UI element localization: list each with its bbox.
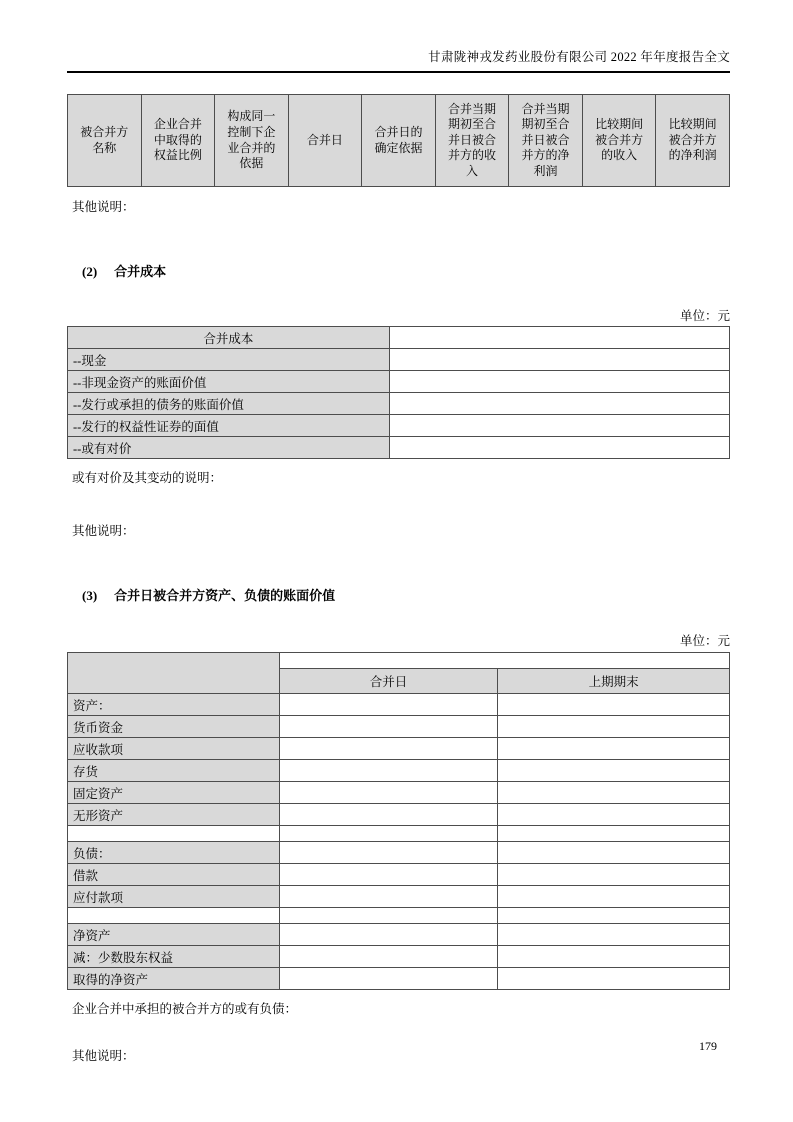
table-cell xyxy=(389,371,729,393)
table-row xyxy=(68,782,730,804)
table-cell xyxy=(279,738,497,760)
contingent-consideration-note: 或有对价及其变动的说明： xyxy=(72,471,223,485)
merged-blank-header-cell xyxy=(279,653,729,669)
merger-table-column-header: 企业合并中取得的权益比例 xyxy=(141,95,215,187)
merger-summary-table xyxy=(67,94,730,187)
table-cell xyxy=(498,924,730,946)
running-header: 甘肃陇神戎发药业股份有限公司 2022 年年度报告全文 xyxy=(67,0,730,73)
table-cell xyxy=(279,760,497,782)
table-cell xyxy=(279,842,497,864)
row-label-cell: 资产： xyxy=(68,694,280,716)
row-label-cell xyxy=(68,826,280,842)
table-cell xyxy=(498,908,730,924)
table-row xyxy=(68,653,730,669)
table-row xyxy=(68,738,730,760)
table-cell xyxy=(498,782,730,804)
row-label-cell: --非现金资产的账面价值 xyxy=(68,371,390,393)
table-cell xyxy=(279,694,497,716)
table-cell xyxy=(279,924,497,946)
table-cell xyxy=(389,349,729,371)
table-row xyxy=(68,946,730,968)
table-cell xyxy=(389,327,729,349)
merger-cost-table xyxy=(67,326,730,459)
table-cell xyxy=(498,968,730,990)
table-cell xyxy=(279,804,497,826)
table-row xyxy=(68,804,730,826)
column-header-prior-period: 上期期末 xyxy=(498,669,730,694)
merger-table-column-header: 合并日 xyxy=(288,95,362,187)
table-cell xyxy=(498,694,730,716)
table-row xyxy=(68,716,730,738)
table-row xyxy=(68,760,730,782)
table-cell xyxy=(279,826,497,842)
table-cell xyxy=(498,946,730,968)
other-note-2: 其他说明： xyxy=(72,524,135,538)
row-label-cell: 应收款项 xyxy=(68,738,280,760)
table-cell xyxy=(279,908,497,924)
page-number: 179 xyxy=(699,1039,717,1053)
merger-table-header-row xyxy=(68,95,730,187)
table-cell xyxy=(389,415,729,437)
assets-liabilities-table xyxy=(67,652,730,990)
table-row xyxy=(68,437,730,459)
merger-table-column-header: 合并日的确定依据 xyxy=(362,95,436,187)
table-cell xyxy=(389,393,729,415)
table-row xyxy=(68,842,730,864)
table-cell xyxy=(498,886,730,908)
table-cell xyxy=(498,864,730,886)
table-row xyxy=(68,349,730,371)
section-number: (3) xyxy=(82,588,98,603)
table-cell xyxy=(498,804,730,826)
row-label-cell: 货币资金 xyxy=(68,716,280,738)
unit-label-book-value: 单位：元 xyxy=(679,634,730,648)
row-label-cell: 固定资产 xyxy=(68,782,280,804)
section-title: 合并日被合并方资产、负债的账面价值 xyxy=(114,588,336,603)
section-heading-merger-cost xyxy=(67,261,730,280)
table-cell xyxy=(279,886,497,908)
merger-table-column-header: 构成同一控制下企业合并的依据 xyxy=(215,95,289,187)
row-label-cell: --现金 xyxy=(68,349,390,371)
row-label-cell: --发行的权益性证券的面值 xyxy=(68,415,390,437)
table-cell xyxy=(279,946,497,968)
table-cell xyxy=(279,716,497,738)
row-label-cell: 存货 xyxy=(68,760,280,782)
table-cell xyxy=(498,716,730,738)
table-cell xyxy=(279,968,497,990)
table-cell xyxy=(389,437,729,459)
row-label-cell: 借款 xyxy=(68,864,280,886)
corner-header-cell xyxy=(68,653,280,694)
table-cell xyxy=(498,842,730,864)
row-label-cell: 净资产 xyxy=(68,924,280,946)
row-label-cell: 取得的净资产 xyxy=(68,968,280,990)
row-label-cell: --发行或承担的债务的账面价值 xyxy=(68,393,390,415)
merger-table-column-header: 比较期间被合并方的净利润 xyxy=(656,95,730,187)
table-row xyxy=(68,886,730,908)
table-cell xyxy=(498,760,730,782)
contingent-liability-note: 企业合并中承担的被合并方的或有负债： xyxy=(72,1002,298,1016)
table-row xyxy=(68,415,730,437)
page-content xyxy=(67,0,730,1064)
unit-label-merger-cost: 单位：元 xyxy=(679,309,730,323)
table-row xyxy=(68,826,730,842)
section-number: (2) xyxy=(82,264,98,279)
table-cell xyxy=(498,738,730,760)
merger-table-column-header: 被合并方名称 xyxy=(68,95,142,187)
merger-table-column-header: 合并当期期初至合并日被合并方的收入 xyxy=(435,95,509,187)
section-heading-book-value xyxy=(67,585,730,604)
row-label-cell: 无形资产 xyxy=(68,804,280,826)
row-label-cell: 负债： xyxy=(68,842,280,864)
table-row xyxy=(68,908,730,924)
merger-table-column-header: 合并当期期初至合并日被合并方的净利润 xyxy=(509,95,583,187)
table-row xyxy=(68,393,730,415)
row-label-cell xyxy=(68,908,280,924)
other-note-3: 其他说明： xyxy=(72,1049,135,1063)
column-header-merger-date: 合并日 xyxy=(279,669,497,694)
table-cell xyxy=(498,826,730,842)
table-cell xyxy=(279,782,497,804)
other-note-1: 其他说明： xyxy=(72,200,135,214)
table-cell xyxy=(279,864,497,886)
table-row xyxy=(68,968,730,990)
table-row xyxy=(68,327,730,349)
table-row xyxy=(68,371,730,393)
row-label-cell: 减：少数股东权益 xyxy=(68,946,280,968)
section-title: 合并成本 xyxy=(114,264,167,279)
row-label-cell: 应付款项 xyxy=(68,886,280,908)
merger-cost-header-cell: 合并成本 xyxy=(68,327,390,349)
table-row xyxy=(68,864,730,886)
table-row xyxy=(68,924,730,946)
table-row xyxy=(68,694,730,716)
merger-table-column-header: 比较期间被合并方的收入 xyxy=(582,95,656,187)
row-label-cell: --或有对价 xyxy=(68,437,390,459)
